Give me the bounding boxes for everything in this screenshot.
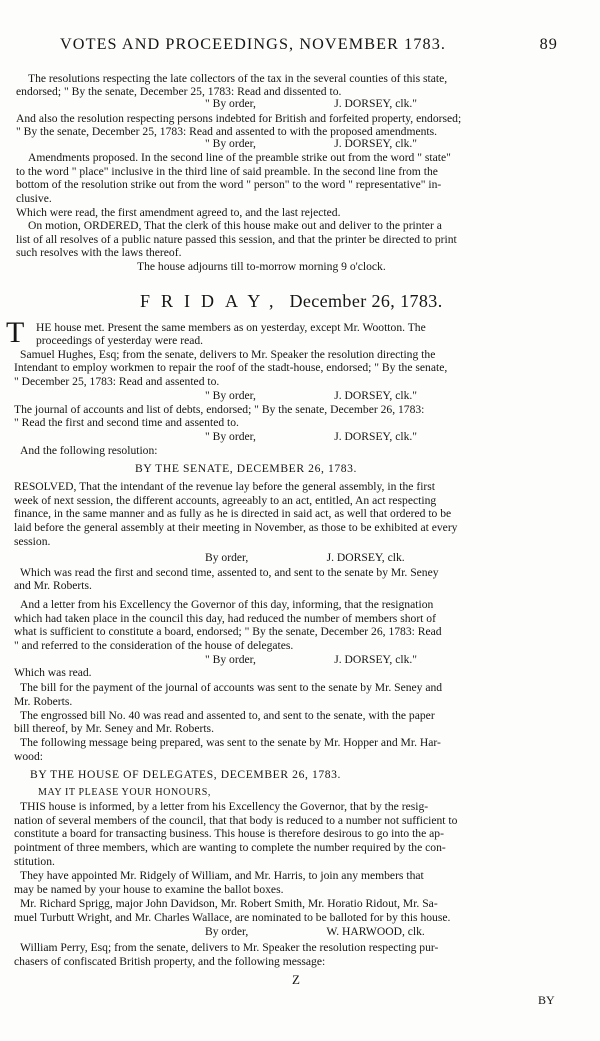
- text-line: The bill for the payment of the journal of accounts was sent to the senate by Mr. Seney and: [20, 681, 443, 694]
- page-title: VOTES AND PROCEEDINGS, NOVEMBER 1783.: [60, 35, 447, 53]
- text-line: laid before the general assembly at their meeting in November, as those to be exhibited at every: [14, 521, 458, 534]
- text-line: bill thereof, by Mr. Seney and Mr. Roberts.: [14, 722, 214, 735]
- text-line: Which was read.: [14, 666, 92, 679]
- text-line: such resolves with the laws thereof.: [16, 246, 182, 259]
- text-line: and Mr. Roberts.: [14, 579, 92, 592]
- text-line: And the following resolution:: [20, 444, 158, 457]
- text-line: pointment of three members, which are wanting to complete the number required by the con-: [14, 841, 446, 854]
- text-line: " By order, J. DORSEY, clk.": [205, 97, 417, 110]
- text-line: The resolutions respecting the late collectors of the tax in the several counties of this state,: [28, 72, 448, 85]
- text-line: William Perry, Esq; from the senate, delivers to Mr. Speaker the resolution respecting pur-: [20, 941, 439, 954]
- text-line: chasers of confiscated British property, and the following message:: [14, 955, 326, 968]
- drop-cap: T: [6, 316, 25, 349]
- text-line: On motion, ORDERED, That the clerk of this house make out and deliver to the printer a: [28, 219, 442, 232]
- text-line: Which was read the first and second time, assented to, and sent to the senate by Mr. Seney: [20, 566, 439, 579]
- text-line: constitute a board for transacting business. This house is therefore desirous to go into the ap-: [14, 827, 444, 840]
- day-name: FRIDAY,: [140, 291, 285, 311]
- signature-mark: Z: [292, 972, 300, 987]
- text-line: " By order, J. DORSEY, clk.": [205, 137, 417, 150]
- text-line: may be named by your house to examine the ballot boxes.: [14, 883, 284, 896]
- text-line: " Read the first and second time and assented to.: [14, 416, 239, 429]
- text-line: session.: [14, 535, 51, 548]
- text-line: Mr. Roberts.: [14, 695, 73, 708]
- text-line: muel Turbutt Wright, and Mr. Charles Wallace, are nominated to be balloted for by this house.: [14, 911, 451, 924]
- text-line: week of next session, the different accounts, agreeably to an act, entitled, An act respecting: [14, 494, 437, 507]
- text-line: nation of several members of the council, that that body is reduced to a number not sufficient to: [14, 814, 458, 827]
- text-line: " By order, J. DORSEY, clk.": [205, 653, 417, 666]
- text-line: endorsed; " By the senate, December 25, 1783: Read and dissented to.: [16, 85, 342, 98]
- page-number: 89: [539, 35, 558, 53]
- text-line: The following message being prepared, was sent to the senate by Mr. Hopper and Mr. Har-: [20, 736, 441, 749]
- text-line: " By order, J. DORSEY, clk.": [205, 430, 417, 443]
- text-line: The house adjourns till to-morrow morning 9 o'clock.: [137, 260, 386, 273]
- day-heading: [140, 291, 443, 312]
- text-line: HE house met. Present the same members as on yesterday, except Mr. Wootton. The: [36, 321, 426, 334]
- text-line: And a letter from his Excellency the Governor of this day, informing, that the resignation: [20, 598, 434, 611]
- day-date: December 26, 1783.: [289, 291, 443, 311]
- text-line: stitution.: [14, 855, 55, 868]
- text-line: They have appointed Mr. Ridgely of William, and Mr. Harris, to join any members that: [20, 869, 424, 882]
- text-line: wood:: [14, 750, 43, 763]
- text-line: " By order, J. DORSEY, clk.": [205, 389, 417, 402]
- text-line: Intendant to employ workmen to repair the roof of the stadt-house, endorsed; " By the senate,: [14, 361, 448, 374]
- text-line: Which were read, the first amendment agreed to, and the last rejected.: [16, 206, 341, 219]
- text-line: which had taken place in the council this day, had reduced the number of members short of: [14, 612, 436, 625]
- text-line: Amendments proposed. In the second line of the preamble strike out from the word " state": [28, 151, 451, 164]
- text-line: The engrossed bill No. 40 was read and assented to, and sent to the senate, with the paper: [20, 709, 435, 722]
- text-line: THIS house is informed, by a letter from his Excellency the Governor, that by the resig-: [20, 800, 429, 813]
- text-line: Mr. Richard Sprigg, major John Davidson, Mr. Robert Smith, Mr. Horatio Ridout, Mr. Sa-: [20, 897, 438, 910]
- text-line: Samuel Hughes, Esq; from the senate, delivers to Mr. Speaker the resolution directing the: [20, 348, 436, 361]
- text-line: proceedings of yesterday were read.: [36, 334, 204, 347]
- text-line: list of all resolves of a public nature passed this session, and that the printer be directed to print: [16, 233, 457, 246]
- salutation: MAY IT PLEASE YOUR HONOURS,: [38, 787, 211, 798]
- text-line: bottom of the resolution strike out from the word " person" to the word " representative" in-: [16, 178, 442, 191]
- text-line: " and referred to the consideration of the house of delegates.: [14, 639, 294, 652]
- text-line: what is sufficient to constitute a board, endorsed; " By the senate, December 26, 1783: Read: [14, 625, 442, 638]
- running-header: [60, 35, 558, 54]
- text-line: " By the senate, December 25, 1783: Read and assented to with the proposed amendments.: [16, 125, 438, 138]
- resolution-heading: BY THE SENATE, DECEMBER 26, 1783.: [135, 462, 358, 475]
- text-line: finance, in the same manner and as fully as he is directed in said act, as well that ordered to be: [14, 507, 452, 520]
- text-line: By order, W. HARWOOD, clk.: [205, 925, 425, 938]
- text-line: " December 25, 1783: Read and assented to.: [14, 375, 220, 388]
- text-line: By order, J. DORSEY, clk.: [205, 551, 405, 564]
- catchword: BY: [538, 993, 555, 1007]
- text-line: And also the resolution respecting persons indebted for British and forfeited property, endorsed;: [16, 112, 462, 125]
- text-line: RESOLVED, That the intendant of the revenue lay before the general assembly, in the first: [14, 480, 436, 493]
- text-line: The journal of accounts and list of debts, endorsed; " By the senate, December 26, 1783:: [14, 403, 425, 416]
- message-heading: BY THE HOUSE OF DELEGATES, DECEMBER 26, 1783.: [30, 768, 342, 781]
- text-line: to the word " place" inclusive in the third line of said preamble. In the second line from the: [16, 165, 438, 178]
- text-line: clusive.: [16, 192, 52, 205]
